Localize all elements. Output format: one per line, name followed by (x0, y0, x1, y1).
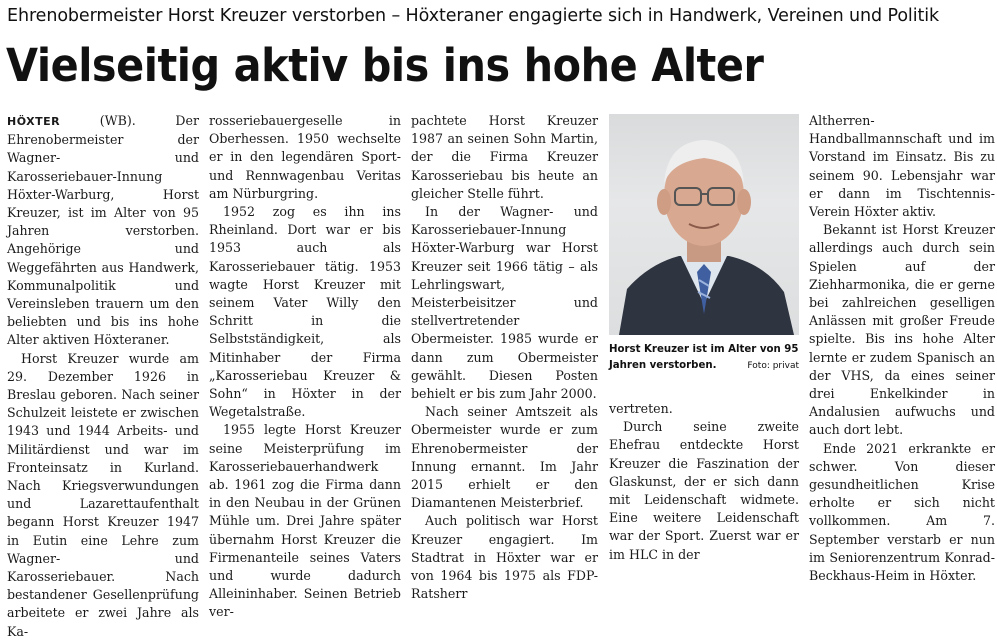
paragraph-text: Der Ehrenobermeister der Wagner- und Karosseriebauer-Innung Höxter-Warburg, Horst Kreuzer, ist im Alter von 95 Jahren verstorben. Angehörige und Weggefährten aus Handwerk, Kommunalpolitik und Vereinsleben trauern um den beliebten und bis ins hohe Alter aktiven Höxteraner. (7, 113, 199, 348)
paragraph: Horst Kreuzer wurde am 29. Dezember 1926 in Breslau geboren. Nach seiner Schulzeit leistete er zwischen 1943 und 1944 Arbeits- und Militärdienst und war im Fronteinsatz in Kurland. Nach Kriegsverwundungen und Lazarettaufenthalt begann Horst Kreuzer 1947 in Eutin eine Lehre zum Wagner- und Karosseriebauer. Nach bestandener Gesellenprüfung arbeitete er zwei Jahre als Ka- (7, 350, 199, 639)
column-2 (209, 112, 401, 620)
paragraph: Altherren-Handballmannschaft und im Vorstand im Einsatz. Bis zu seinem 90. Lebensjahr war er dann im Tischtennis-Verein Höxter aktiv. (809, 113, 995, 220)
column-1 (7, 112, 199, 639)
paragraph: Ende 2021 erkrankte er schwer. Von dieser gesundheitlichen Krise erholte er sich nicht vollkommen. Am 7. September verstarb er nun im Seniorenzentrum Konrad-Beckhaus-Heim in Höxter. (809, 440, 995, 584)
paragraph: rosseriebauergeselle in Oberhessen. 1950 wechselte er in den legendären Sport- und Rennwagenbau Veritas am Nürburgring. (209, 113, 401, 201)
portrait-photo (609, 114, 799, 335)
column-5 (809, 112, 995, 584)
paragraph (7, 112, 199, 350)
paragraph: Bekannt ist Horst Kreuzer allerdings auch durch sein Spielen auf der Ziehharmonika, die er gerne bei zahlreichen geselligen Anlässen mit großer Freude spielte. Bis ins hohe Alter lernte er zudem Spanisch an der VHS, da eines seiner drei Enkelkinder in Andalusien aufwuchs und auch dort lebt. (809, 222, 995, 438)
paragraph: pachtete Horst Kreuzer 1987 an seinen Sohn Martin, der die Firma Kreuzer Karosseriebau bis heute an gleicher Stelle führt. (411, 113, 598, 201)
photo-caption (609, 342, 799, 374)
column-3 (411, 112, 598, 602)
column-4 (609, 400, 799, 562)
headline: Vielseitig aktiv bis ins hohe Alter (6, 39, 764, 92)
photo-credit: Foto: privat (747, 361, 799, 371)
paragraph: Nach seiner Amtszeit als Obermeister wurde er zum Ehrenobermeister der Innung ernannt. Im Jahr 2015 erhielt er den Diamantenen Meisterbrief. (411, 404, 598, 511)
paragraph: 1955 legte Horst Kreuzer seine Meisterprüfung im Karosseriebauerhandwerk ab. 1961 zog die Firma dann in den Neubau in der Grünen Mühle um. Drei Jahre später übernahm Horst Kreuzer die Firmenanteile seines Vaters und wurde dadurch Alleininhaber. Seinen Betrieb ver- (209, 422, 401, 620)
kicker-line: Ehrenobermeister Horst Kreuzer verstorben – Höxteraner engagierte sich in Handwerk, Vereinen und Politik (7, 6, 940, 26)
paragraph: Durch seine zweite Ehefrau entdeckte Horst Kreuzer die Faszination der Glaskunst, der er sich dann mit Leidenschaft widmete. Eine weitere Leidenschaft war der Sport. Zuerst war er im HLC in der (609, 419, 799, 562)
dateline-source: (WB). (99, 113, 136, 128)
paragraph: Auch politisch war Horst Kreuzer engagiert. Im Stadtrat in Höxter war er von 1964 bis 1975 als FDP-Ratsherr (411, 513, 598, 602)
paragraph: In der Wagner- und Karosseriebauer-Innung Höxter-Warburg war Horst Kreuzer seit 1966 tätig – als Lehrlingswart, Meisterbeisitzer und stellvertretender Obermeister. 1985 wurde er dann zum Obermeister gewählt. Diesen Posten behielt er bis zum Jahr 2000. (411, 204, 598, 402)
paragraph: vertreten. (609, 401, 673, 416)
portrait-illustration (609, 114, 799, 335)
paragraph: 1952 zog es ihn ins Rheinland. Dort war er bis 1953 auch als Karosseriebauer tätig. 1953 wagte Horst Kreuzer mit seinem Vater Willy den Schritt in die Selbstständigkeit, als Mitinhaber der Firma „Karosseriebau Kreuzer & Sohn“ in Höxter in der Wegetalstraße. (209, 204, 401, 420)
dateline-city: HÖXTER (7, 115, 61, 128)
caption-text: Horst Kreuzer ist im Alter von 95 Jahren verstorben. (609, 344, 799, 371)
